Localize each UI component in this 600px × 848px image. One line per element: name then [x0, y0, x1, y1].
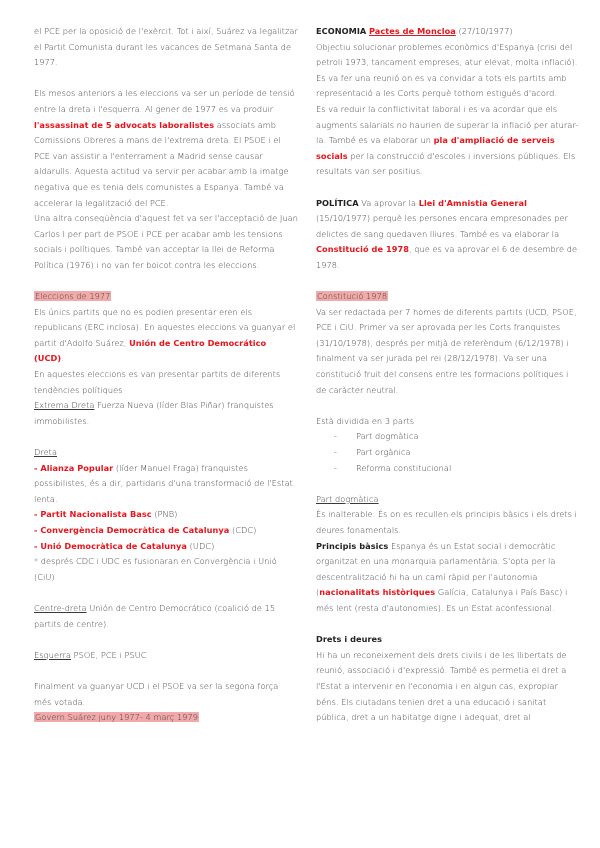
list-item: - Part orgànica [334, 445, 580, 461]
text: (líder Manuel Fraga) franquistes possibilistes, és a dir, partidaris d'una transformació de l'Estat lenta. [34, 462, 293, 504]
section-heading [34, 289, 298, 305]
highlight-text: Unió Democràtica de Catalunya [40, 540, 188, 551]
paragraph: * després CDC i UDC es fusionaran en Convergència i Unió (CiU) [34, 556, 277, 582]
list-item: - Convergència Democràtica de Catalunya (CDC) [34, 525, 257, 535]
label-centre-dreta: Centre-dreta [34, 602, 87, 613]
highlight-text: Convergència Democràtica de Catalunya [40, 525, 230, 535]
paragraph: En aquestes eleccions es van presentar partits de diferents tendències polítiques [34, 369, 281, 395]
highlight-text: l'assassinat de 5 advocats laboralistes [34, 119, 215, 130]
text: Els únics partits que no es podien presentar eren els republicans (ERC inclosa). En aquestes eleccions va guanyar el partit d'Adolfo Suárez, [34, 306, 296, 348]
paragraph: Finalment va guanyar UCD i el PSOE va ser la segona força més votada. [34, 680, 279, 707]
left-column [34, 24, 298, 726]
paragraph [34, 601, 298, 632]
list-item: - Part dogmàtica [334, 429, 580, 445]
paragraph: Va ser redactada per 7 homes de diferents partits (UCD, PSOE, PCE i CiU. Primer va ser aprovada per les Corts franquistes (31/10/1978), després per mitjà de referèndum (6/12/1978) i finalment va ser jurada pel rei (28/12/1978). Va ser una constitució fruit del consens entre les formacions polítiques i de caràcter neutral. [316, 306, 577, 395]
section-heading-constitucio: Constitució 1978 [317, 291, 388, 302]
paragraph [316, 24, 580, 40]
text: PSOE, PCE i PSUC [71, 649, 147, 660]
text: Va aprovar la [358, 197, 419, 208]
text: Es va reduir la conflictivitat laboral i es va acordar que els augments salarials no haurien de superar la inflació per aturar-la. També es va elaborar un [316, 103, 579, 146]
paragraph: Objectiu solucionar problemes econòmics d'Espanya (crisi del petroli 1973, tancament empreses, atur elevat, molta inflació). Es va fer una reunió on es va convidar a tots els partits amb representació a les Corts perquè tothom estigués d'acord. [316, 41, 578, 99]
label-economia: ECONOMIA [316, 26, 367, 36]
highlight-text: Partit Nacionalista Basc [40, 509, 152, 520]
list-item: - Unió Democràtica de Catalunya (UDC) [34, 540, 215, 551]
paragraph [34, 305, 298, 367]
label-politica: POLÍTICA [316, 197, 359, 208]
text: Els mesos anteriors a les eleccions va ser un període de tensió entre la dreta i l'esquerra. Al gener de 1977 es va produir [34, 88, 295, 114]
text: (UDC) [187, 540, 215, 551]
list-item: - Partit Nacionalista Basc (PNB) [34, 509, 178, 520]
text: (15/10/1977) perquè les persones encara empresonades per delictes de sang quedaven lliures. També es va elaborar la [316, 213, 568, 239]
text: , que es va aprovar el 6 de desembre de 1978. [316, 244, 578, 270]
highlight-text: Alianza Popular [40, 462, 114, 473]
text: . [61, 353, 64, 364]
section-heading [316, 289, 580, 305]
label-line [316, 632, 580, 648]
label-line [316, 492, 580, 508]
paragraph: Està dividida en 3 parts [316, 415, 415, 426]
label-extrema-dreta: Extrema Dreta [34, 400, 95, 411]
text: associats amb Comissions Obreres a mans de l'extrema dreta. El PSOE i el PCE van assistir a l'enterrament a Madrid sense causar aldarulls. Aquesta actitud va servir per acabar amb la imatge negativa que es tenia dels comunistes a Espanya. També va accelerar la legalització del PCE. [34, 119, 289, 208]
section-heading-govern: Govern Suárez juny 1977- 4 març 1979 [35, 712, 199, 723]
text: Unión de Centro Democrático (coalició de 15 partits de centre). [34, 602, 276, 629]
paragraph: el PCE per la oposició de l'exèrcit. Tot i així, Suárez va legalitzar el Partit Comunista durant les vacances de Setmana Santa de 1977. [34, 26, 298, 68]
highlight-text: Pactes de Moncloa [368, 26, 456, 36]
paragraph: Hi ha un reconeixement dels drets civils i de les llibertats de reunió, associació i d'expressió. També es permetia el dret a l'Estat a intervenir en l'economia i en algun cas, expropiar béns. Els ciutadans tenien dret a una educació i sanitat pública, dret a un habitatge digne i adequat, dret al [316, 649, 567, 723]
section-heading [34, 710, 298, 726]
text: (CDC) [229, 525, 257, 535]
right-column [316, 24, 580, 726]
paragraph [34, 86, 298, 211]
label-line [34, 445, 298, 461]
parts-list [316, 429, 580, 476]
label-drets-deures: Drets i deures [316, 634, 383, 645]
label-principis-basics: Principis bàsics [316, 540, 389, 551]
paragraph [34, 398, 298, 429]
section-heading-eleccions: Eleccions de 1977 [35, 291, 111, 302]
highlight-text: nacionalitats històriques [319, 587, 436, 598]
text: (27/10/1977) [455, 26, 513, 36]
list-item: - Reforma constitucional [334, 461, 580, 477]
label-part-dogmatica: Part dogmàtica [316, 493, 379, 504]
text: Fuerza Nueva (líder Blas Piñar) franquistes immobilistes. [34, 400, 274, 426]
paragraph [316, 539, 580, 617]
label-esquerra: Esquerra [34, 649, 72, 660]
paragraph [34, 648, 298, 664]
paragraph: És inalterable. És on es recullen els principis bàsics i els drets i deures fonamentals. [316, 509, 577, 535]
list-item: - Alianza Popular (líder Manuel Fraga) franquistes possibilistes, és a dir, partidaris d'una transformació de l'Estat lenta. [34, 462, 293, 504]
highlight-text: Constitució de 1978 [316, 244, 409, 255]
paragraph: Una altra conseqüència d'aquest fet va ser l'acceptació de Juan Carlos I per part de PSOE i PCE per acabar amb les tensions socials i polítiques. També van acceptar la llei de Reforma Política (1976) i no van fer boicot contra les eleccions. [34, 213, 298, 270]
text: (PNB) [151, 509, 178, 520]
highlight-text: Llei d'Amnistia General [418, 197, 527, 208]
paragraph [316, 102, 580, 180]
text: Galícia, Catalunya i País Basc) i més lent (resta d'autonomies). Es un Estat aconfessional. [316, 587, 568, 613]
highlight-text: pla d'ampliació de serveis socials [316, 135, 555, 161]
paragraph [316, 196, 580, 274]
text: Espanya és un Estat social i democràtic organitzat en una monarquia parlamentària. S'opta per la descentralització hi ha un camí ràpid per l'autonomia ( [316, 540, 556, 598]
label-dreta: Dreta [34, 447, 58, 458]
highlight-text: Unión de Centro Democrático (UCD) [34, 337, 267, 364]
text: per la construcció d'escoles i inversions públiques. Els resultats van ser positius. [316, 150, 576, 177]
